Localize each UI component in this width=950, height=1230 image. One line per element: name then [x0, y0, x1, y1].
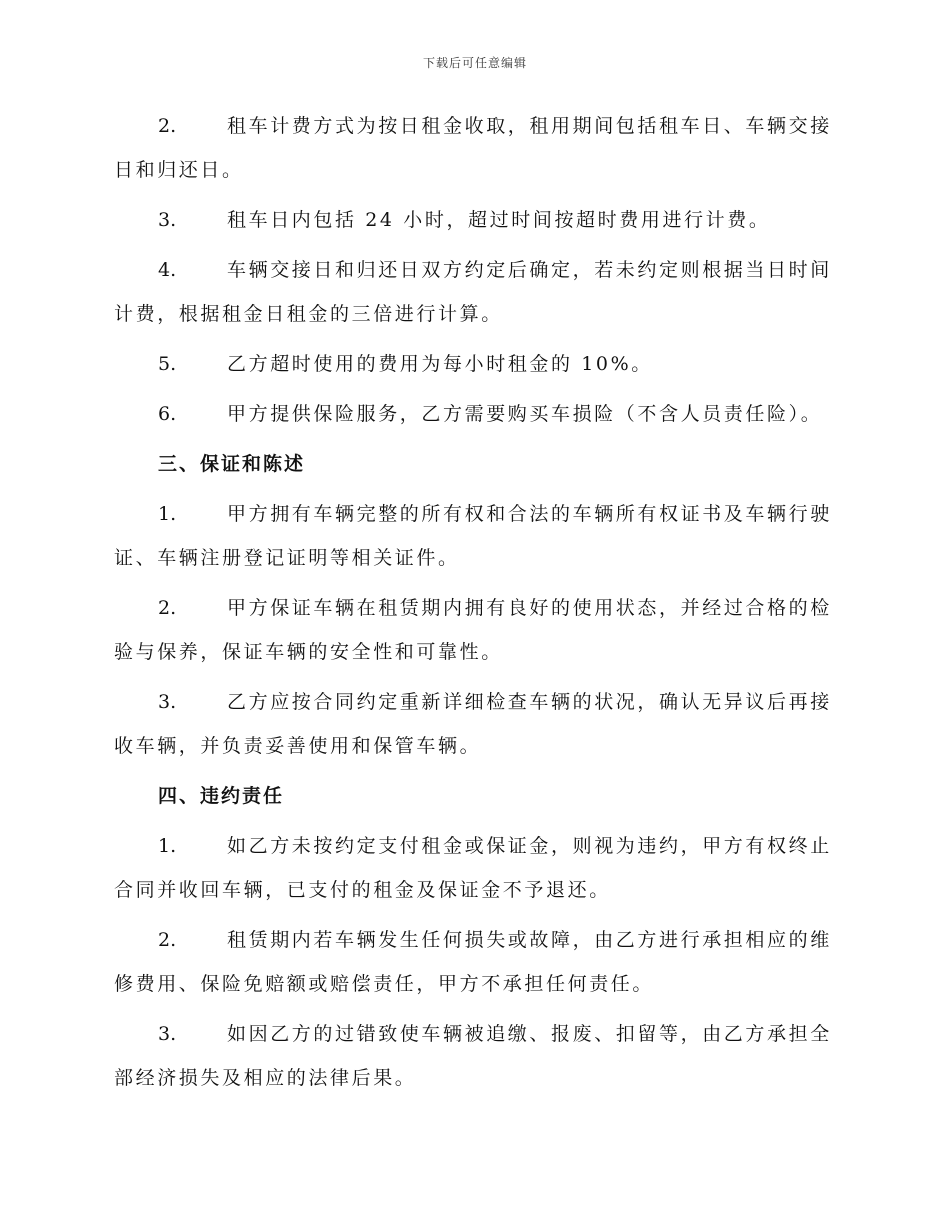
item-text: 租赁期内若车辆发生任何损失或故障，由乙方进行承担相应的维修费用、保险免赔额或赔偿责任，甲方不承担任何责任。 [114, 929, 832, 995]
item-text: 如因乙方的过错致使车辆被追缴、报废、扣留等，由乙方承担全部经济损失及相应的法律后果。 [114, 1023, 832, 1089]
item-text: 如乙方未按约定支付租金或保证金，则视为违约，甲方有权终止合同并收回车辆，已支付的租金及保证金不予退还。 [114, 835, 832, 901]
list-item [114, 104, 836, 192]
item-number: 1. [158, 835, 177, 857]
list-item [114, 342, 836, 386]
document-body [114, 104, 836, 1100]
item-text: 甲方提供保险服务，乙方需要购买车损险（不含人员责任险）。 [227, 403, 823, 425]
item-text: 甲方保证车辆在租赁期内拥有良好的使用状态，并经过合格的检验与保养，保证车辆的安全性和可靠性。 [114, 597, 832, 663]
list-item [114, 248, 836, 336]
list-item [114, 392, 836, 436]
list-item [114, 1012, 836, 1100]
item-number: 2. [158, 115, 177, 137]
list-item [114, 492, 836, 580]
list-item [114, 824, 836, 912]
section-heading-guarantee: 三、保证和陈述 [158, 453, 306, 475]
item-number: 1. [158, 503, 177, 525]
page-header: 下载后可任意编辑 [422, 56, 527, 70]
item-text: 乙方超时使用的费用为每小时租金的 10%。 [227, 353, 653, 375]
list-item [114, 680, 836, 768]
item-text: 乙方应按合同约定重新详细检查车辆的状况，确认无异议后再接收车辆，并负责妥善使用和保管车辆。 [114, 691, 832, 757]
item-number: 6. [158, 403, 177, 425]
item-text: 甲方拥有车辆完整的所有权和合法的车辆所有权证书及车辆行驶证、车辆注册登记证明等相关证件。 [114, 503, 832, 569]
item-number: 2. [158, 597, 177, 619]
item-number: 5. [158, 353, 177, 375]
item-text: 车辆交接日和归还日双方约定后确定，若未约定则根据当日时间计费，根据租金日租金的三倍进行计算。 [114, 259, 832, 325]
list-item [114, 198, 836, 242]
list-item [114, 918, 836, 1006]
list-item [114, 586, 836, 674]
item-text: 租车日内包括 24 小时，超过时间按超时费用进行计费。 [227, 209, 771, 231]
item-number: 3. [158, 209, 177, 231]
item-text: 租车计费方式为按日租金收取，租用期间包括租车日、车辆交接日和归还日。 [114, 115, 832, 181]
item-number: 3. [158, 691, 177, 713]
item-number: 3. [158, 1023, 177, 1045]
item-number: 2. [158, 929, 177, 951]
section-heading-breach: 四、违约责任 [158, 785, 285, 807]
item-number: 4. [158, 259, 177, 281]
